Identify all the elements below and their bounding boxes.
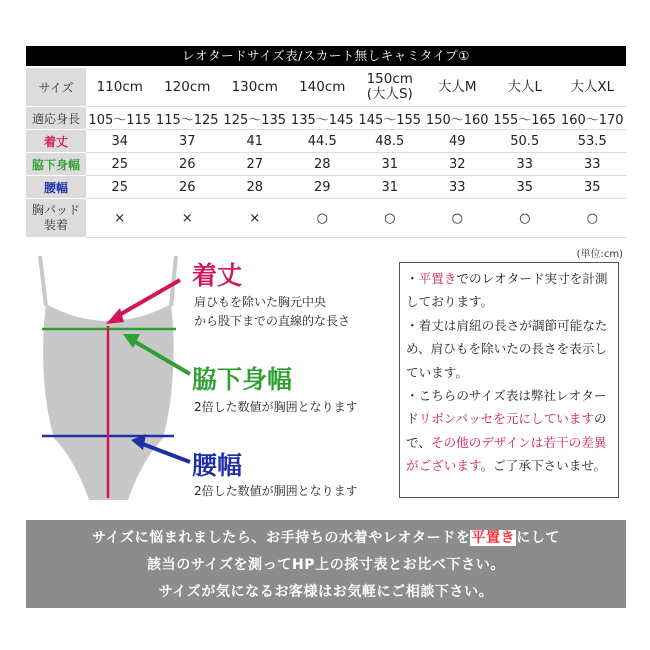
table-cell: 33 bbox=[424, 176, 492, 199]
table-cell: 29 bbox=[289, 176, 357, 199]
col-150: 150cm (大人S) bbox=[356, 68, 424, 107]
table-cell: 35 bbox=[491, 176, 559, 199]
table-cell: 33 bbox=[559, 153, 627, 176]
table-cell: 44.5 bbox=[289, 130, 357, 153]
table-cell: 33 bbox=[491, 153, 559, 176]
footer-banner bbox=[26, 520, 626, 608]
table-cell: ○ bbox=[289, 199, 357, 238]
row-label-height: 適応身長 bbox=[26, 107, 86, 130]
table-row-pad bbox=[26, 199, 626, 238]
footer-highlight: 平置き bbox=[471, 530, 516, 546]
notes-box bbox=[399, 262, 619, 498]
table-cell: 31 bbox=[356, 153, 424, 176]
table-cell: 50.5 bbox=[491, 130, 559, 153]
note-2: ・着丈は肩紐の長さが調節可能なため、肩ひもを除いたの長さを表示しています。 bbox=[406, 317, 608, 380]
col-110: 110cm bbox=[86, 68, 154, 107]
table-cell: 135～145 bbox=[289, 107, 357, 130]
length-desc bbox=[194, 293, 350, 331]
row-label-waist: 腰幅 bbox=[26, 176, 86, 199]
table-cell: × bbox=[221, 199, 289, 238]
chest-label: 脇下身幅 bbox=[192, 365, 293, 394]
table-cell: ○ bbox=[424, 199, 492, 238]
size-table bbox=[26, 68, 626, 238]
table-cell: ○ bbox=[491, 199, 559, 238]
note-1: ・平置きでのレオタード実寸を計測しております。 bbox=[406, 271, 608, 310]
col-xl: 大人XL bbox=[559, 68, 627, 107]
table-cell: 35 bbox=[559, 176, 627, 199]
footer-line: サイズに悩まれましたら、お手持ちの水着やレオタードを平置きにして bbox=[91, 530, 561, 546]
waist-desc: 2倍した数値が胴囲となります bbox=[194, 484, 358, 498]
table-cell: 32 bbox=[424, 153, 492, 176]
table-row bbox=[26, 153, 626, 176]
note-3-highlight: リボンパッセを元にしています bbox=[418, 411, 595, 427]
length-label: 着丈 bbox=[192, 261, 243, 290]
table-cell: 49 bbox=[424, 130, 492, 153]
row-label-chest: 脇下身幅 bbox=[26, 153, 86, 176]
table-row bbox=[26, 107, 626, 130]
table-cell: 31 bbox=[356, 176, 424, 199]
table-cell: 27 bbox=[221, 153, 289, 176]
table-cell: 25 bbox=[86, 176, 154, 199]
footer-line: 該当のサイズを測ってHP上の採寸表とお比べ下さい。 bbox=[147, 557, 505, 573]
table-cell: 37 bbox=[154, 130, 222, 153]
table-cell: 28 bbox=[221, 176, 289, 199]
length-desc-line: から股下までの直線的な長さ bbox=[194, 314, 351, 328]
col-m: 大人M bbox=[424, 68, 492, 107]
table-cell: ○ bbox=[356, 199, 424, 238]
table-cell: 115～125 bbox=[154, 107, 222, 130]
table-row bbox=[26, 176, 626, 199]
note-1-highlight: 平置き bbox=[418, 271, 457, 286]
table-cell: 105～115 bbox=[86, 107, 154, 130]
table-row bbox=[26, 130, 626, 153]
chest-desc: 2倍した数値が胸囲となります bbox=[194, 400, 358, 414]
table-cell: 48.5 bbox=[356, 130, 424, 153]
unit-label: (単位:cm) bbox=[576, 249, 623, 260]
table-cell: 26 bbox=[154, 153, 222, 176]
footer-line: サイズが気になるお客様はお気軽にご相談下さい。 bbox=[158, 584, 494, 600]
note-3: ・こちらのサイズ表は弊社レオタードリボンパッセを元にしていますので、その他のデザインは若干の差異がございます。ご了承下さいませ。 bbox=[406, 388, 607, 474]
row-label-length: 着丈 bbox=[26, 130, 86, 153]
col-l: 大人L bbox=[491, 68, 559, 107]
table-header-row bbox=[26, 68, 626, 107]
table-cell: ○ bbox=[559, 199, 627, 238]
row-label-pad: 胸パッド 装着 bbox=[26, 199, 86, 238]
note-3-highlight: その他のデザインは若干の差異がございます bbox=[406, 434, 607, 474]
table-cell: 53.5 bbox=[559, 130, 627, 153]
table-title: レオタードサイズ表/スカート無しキャミタイプ① bbox=[26, 46, 626, 66]
table-cell: 26 bbox=[154, 176, 222, 199]
table-cell: 34 bbox=[86, 130, 154, 153]
table-cell: 145～155 bbox=[356, 107, 424, 130]
table-cell: × bbox=[154, 199, 222, 238]
table-cell: 41 bbox=[221, 130, 289, 153]
table-cell: 155～165 bbox=[491, 107, 559, 130]
table-cell: 25 bbox=[86, 153, 154, 176]
length-desc-line: 肩ひもを除いた胸元中央 bbox=[194, 295, 327, 309]
table-cell: 160～170 bbox=[559, 107, 627, 130]
waist-label: 腰幅 bbox=[192, 451, 243, 480]
table-cell: 28 bbox=[289, 153, 357, 176]
table-cell: 125～135 bbox=[221, 107, 289, 130]
col-120: 120cm bbox=[154, 68, 222, 107]
table-cell: × bbox=[86, 199, 154, 238]
col-140: 140cm bbox=[289, 68, 357, 107]
col-130: 130cm bbox=[221, 68, 289, 107]
corner-cell: サイズ bbox=[26, 68, 86, 107]
table-cell: 150～160 bbox=[424, 107, 492, 130]
